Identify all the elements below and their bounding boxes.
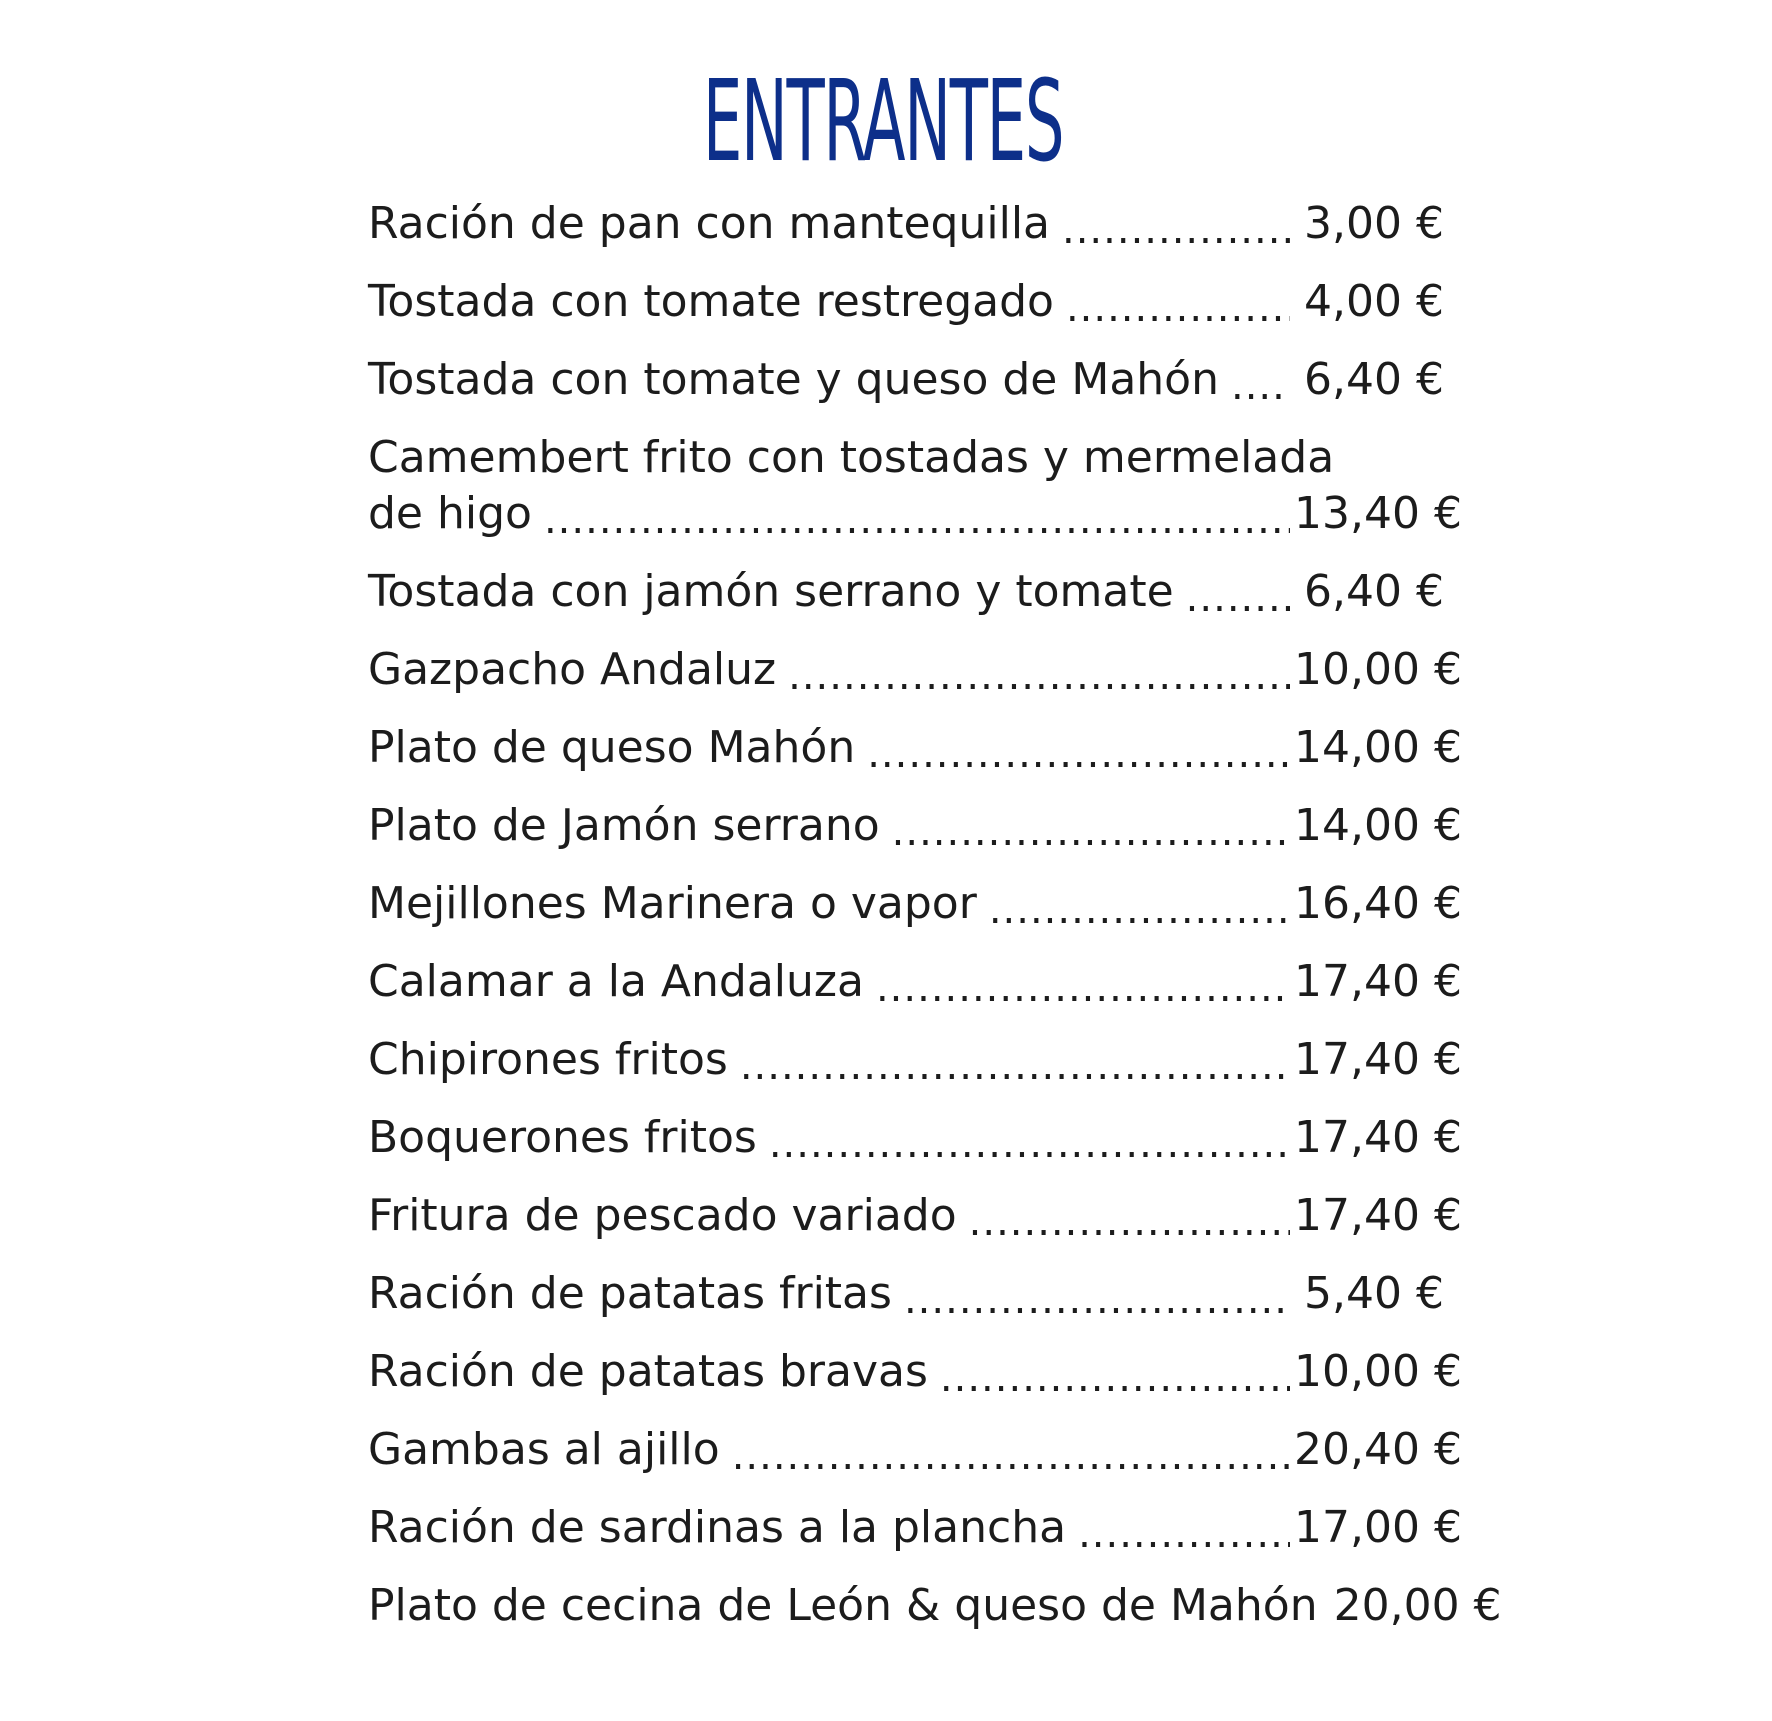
- menu-item-name: Gazpacho Andaluz: [368, 644, 777, 695]
- dot-leader: [740, 1032, 1290, 1088]
- dot-leader: [788, 642, 1290, 698]
- menu-item: [368, 1344, 1462, 1400]
- menu-item-price: 17,40 €: [1294, 1190, 1462, 1241]
- menu-item-name-line1: Camembert frito con tostadas y mermelada: [368, 432, 1335, 483]
- menu-item-name: Ración de patatas fritas: [368, 1268, 892, 1319]
- menu-item-name: Gambas al ajillo: [368, 1424, 720, 1475]
- dot-leader: [1078, 1500, 1290, 1556]
- menu-item-price: 4,00 €: [1304, 276, 1444, 327]
- dot-leader: [940, 1344, 1290, 1400]
- dot-leader: [989, 876, 1290, 932]
- menu-item-name: Tostada con tomate restregado: [368, 276, 1054, 327]
- menu-item-price: 17,40 €: [1294, 1112, 1462, 1163]
- menu-item-price: 17,40 €: [1294, 956, 1462, 1007]
- dot-leader: [1231, 352, 1290, 408]
- menu-item-name: Chipirones fritos: [368, 1034, 728, 1085]
- menu-item-name: Plato de Jamón serrano: [368, 800, 880, 851]
- menu-item-price: 20,40 €: [1294, 1424, 1462, 1475]
- section-title: ENTRANTES: [702, 57, 1064, 187]
- menu-item-price: 6,40 €: [1304, 354, 1444, 405]
- dot-leader: [892, 798, 1290, 854]
- dot-leader: [1062, 196, 1290, 252]
- menu-item: [368, 196, 1444, 252]
- menu-item: [368, 564, 1444, 620]
- menu-item: [368, 1422, 1462, 1478]
- menu-item-price: 10,00 €: [1294, 1346, 1462, 1397]
- menu-item-price: 20,00 €: [1333, 1580, 1502, 1631]
- menu-item-price: 5,40 €: [1304, 1268, 1444, 1319]
- menu-item-price: 14,00 €: [1294, 800, 1462, 851]
- menu-item-name: Calamar a la Andaluza: [368, 956, 864, 1007]
- dot-leader: [969, 1188, 1290, 1244]
- menu-item-name: Boquerones fritos: [368, 1112, 757, 1163]
- menu-item: [368, 430, 1462, 542]
- menu-item: [368, 1500, 1462, 1556]
- menu-item: [368, 876, 1462, 932]
- menu-item-name: Tostada con tomate y queso de Mahón: [368, 354, 1219, 405]
- menu-item: [368, 954, 1462, 1010]
- dot-leader: [544, 486, 1290, 542]
- menu-item-price: 6,40 €: [1304, 566, 1444, 617]
- menu-item: [368, 1266, 1444, 1322]
- menu-item-price: 14,00 €: [1294, 722, 1462, 773]
- menu-item: [368, 352, 1444, 408]
- menu-item-name: Ración de pan con mantequilla: [368, 198, 1050, 249]
- menu-item-list: [368, 196, 1502, 1656]
- menu-item-price: 17,00 €: [1294, 1502, 1462, 1553]
- menu-item-name: Mejillones Marinera o vapor: [368, 878, 977, 929]
- dot-leader: [732, 1422, 1290, 1478]
- dot-leader: [1186, 564, 1290, 620]
- menu-item-price: 16,40 €: [1294, 878, 1462, 929]
- menu-item-name: Tostada con jamón serrano y tomate: [368, 566, 1174, 617]
- menu-item: [368, 642, 1462, 698]
- menu-item-price: 3,00 €: [1304, 198, 1444, 249]
- menu-item-name: Ración de patatas bravas: [368, 1346, 928, 1397]
- menu-item: [368, 1188, 1462, 1244]
- menu-item-name: Plato de queso Mahón: [368, 722, 856, 773]
- dot-leader: [769, 1110, 1290, 1166]
- menu-item-price: 13,40 €: [1294, 488, 1462, 539]
- menu-item: [368, 720, 1462, 776]
- menu-item: [368, 274, 1444, 330]
- menu-item: [368, 1578, 1502, 1634]
- menu-item-price: 10,00 €: [1294, 644, 1462, 695]
- menu-item-name: Fritura de pescado variado: [368, 1190, 957, 1241]
- dot-leader: [876, 954, 1290, 1010]
- menu-item: [368, 1032, 1462, 1088]
- menu-item: [368, 1110, 1462, 1166]
- dot-leader: [867, 720, 1290, 776]
- menu-item: [368, 798, 1462, 854]
- menu-item-name: Plato de cecina de León & queso de Mahón: [368, 1580, 1318, 1631]
- menu-item-name: Ración de sardinas a la plancha: [368, 1502, 1067, 1553]
- dot-leader: [904, 1266, 1290, 1322]
- dot-leader: [1066, 274, 1290, 330]
- menu-item-name: de higo: [368, 488, 532, 539]
- menu-item-price: 17,40 €: [1294, 1034, 1462, 1085]
